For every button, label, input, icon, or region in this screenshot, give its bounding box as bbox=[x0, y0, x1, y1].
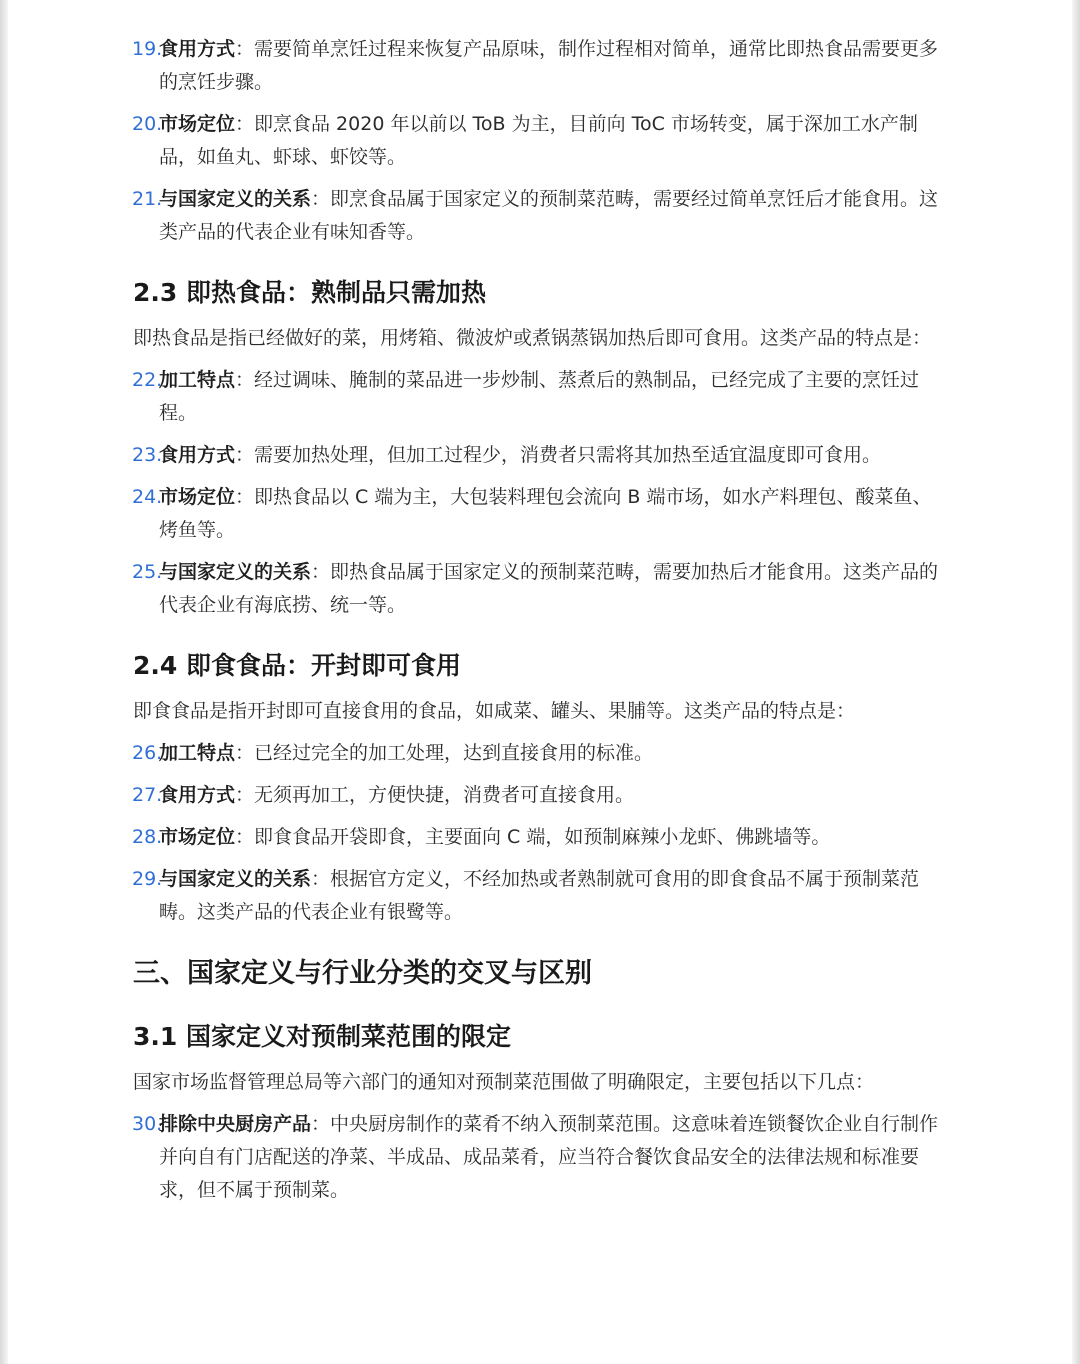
list-item-body bbox=[159, 364, 943, 430]
list-item bbox=[133, 737, 943, 770]
list-item-number: 30. bbox=[132, 1113, 163, 1135]
list-item-term: 与国家定义的关系 bbox=[159, 868, 312, 890]
list-item-number: 26. bbox=[132, 742, 163, 764]
list-item bbox=[133, 779, 943, 812]
list-item-term: 加工特点 bbox=[159, 742, 236, 764]
list-item bbox=[133, 364, 943, 430]
list-item bbox=[133, 556, 943, 622]
list-item bbox=[133, 33, 943, 99]
list-item-term: 市场定位 bbox=[159, 826, 236, 848]
chapter-heading: 三、国家定义与行业分类的交叉与区别 bbox=[133, 958, 592, 989]
list-item-body bbox=[159, 821, 943, 854]
list-item-body bbox=[159, 439, 943, 472]
list-item-body bbox=[159, 556, 943, 622]
document-body bbox=[133, 33, 943, 1216]
list-item-number: 21. bbox=[132, 188, 163, 210]
list-item-term: 与国家定义的关系 bbox=[159, 561, 312, 583]
list-item-number: 19. bbox=[132, 38, 163, 60]
list-item-number: 25. bbox=[132, 561, 163, 583]
list-item-text: ：已经过完全的加工处理，达到直接食用的标准。 bbox=[235, 742, 654, 764]
list-item bbox=[133, 1108, 943, 1207]
list-item-text: ：即食食品开袋即食，主要面向 C 端，如预制麻辣小龙虾、佛跳墙等。 bbox=[235, 826, 831, 848]
list-item-body bbox=[159, 1108, 943, 1207]
list-item-body bbox=[159, 863, 943, 929]
list-item-text: ：中央厨房制作的菜肴不纳入预制菜范围。这意味着连锁餐饮企业自行制作并向自有门店配送的净菜、半成品、成品菜肴，应当符合餐饮食品安全的法律法规和标准要求，但不属于预制菜。 bbox=[159, 1113, 939, 1201]
list-item-text: ：需要简单烹饪过程来恢复产品原味，制作过程相对简单，通常比即热食品需要更多的烹饪步骤。 bbox=[159, 38, 939, 93]
paragraph: 国家市场监督管理总局等六部门的通知对预制菜范围做了明确限定，主要包括以下几点： bbox=[133, 1071, 875, 1093]
list-item-number: 24. bbox=[132, 486, 163, 508]
list-item-number: 28. bbox=[132, 826, 163, 848]
list-item bbox=[133, 108, 943, 174]
list-item-body bbox=[159, 33, 943, 99]
list-item-number: 29. bbox=[132, 868, 163, 890]
list-item-term: 食用方式 bbox=[159, 784, 236, 806]
page-edge-left bbox=[0, 0, 8, 1364]
list-item-body bbox=[159, 779, 943, 812]
list-item-text: ：即热食品属于国家定义的预制菜范畴，需要加热后才能食用。这类产品的代表企业有海底捞、统一等。 bbox=[159, 561, 939, 616]
list-item-term: 食用方式 bbox=[159, 444, 236, 466]
list-item-number: 22. bbox=[132, 369, 163, 391]
list-item-text: ：根据官方定义，不经加热或者熟制就可食用的即食食品不属于预制菜范畴。这类产品的代表企业有银鹭等。 bbox=[159, 868, 920, 923]
list-item-body bbox=[159, 183, 943, 249]
list-item-body bbox=[159, 108, 943, 174]
paragraph: 即热食品是指已经做好的菜，用烤箱、微波炉或煮锅蒸锅加热后即可食用。这类产品的特点是： bbox=[133, 327, 932, 349]
section-heading: 3.1 国家定义对预制菜范围的限定 bbox=[133, 1022, 511, 1051]
list-item-term: 市场定位 bbox=[159, 113, 236, 135]
section-heading: 2.4 即食食品：开封即可食用 bbox=[133, 651, 461, 680]
list-item-number: 23. bbox=[132, 444, 163, 466]
list-item-term: 排除中央厨房产品 bbox=[159, 1113, 312, 1135]
section-heading: 2.3 即热食品：熟制品只需加热 bbox=[133, 278, 486, 307]
list-item-term: 加工特点 bbox=[159, 369, 236, 391]
list-item-text: ：无须再加工，方便快捷，消费者可直接食用。 bbox=[235, 784, 635, 806]
list-item-body bbox=[159, 481, 943, 547]
list-item-text: ：需要加热处理，但加工过程少，消费者只需将其加热至适宜温度即可食用。 bbox=[235, 444, 882, 466]
paragraph: 即食食品是指开封即可直接食用的食品，如咸菜、罐头、果脯等。这类产品的特点是： bbox=[133, 700, 856, 722]
list-item-body bbox=[159, 737, 943, 770]
list-item-number: 20. bbox=[132, 113, 163, 135]
list-item bbox=[133, 821, 943, 854]
page-edge-right bbox=[1072, 0, 1080, 1364]
list-item bbox=[133, 481, 943, 547]
list-item-term: 与国家定义的关系 bbox=[159, 188, 312, 210]
list-item-number: 27. bbox=[132, 784, 163, 806]
list-item-text: ：即热食品以 C 端为主，大包装料理包会流向 B 端市场，如水产料理包、酸菜鱼、烤鱼等。 bbox=[159, 486, 932, 541]
list-item bbox=[133, 439, 943, 472]
list-item-term: 食用方式 bbox=[159, 38, 236, 60]
list-item bbox=[133, 183, 943, 249]
list-item-text: ：即烹食品 2020 年以前以 ToB 为主，目前向 ToC 市场转变，属于深加工水产制品，如鱼丸、虾球、虾饺等。 bbox=[159, 113, 918, 168]
list-item-term: 市场定位 bbox=[159, 486, 236, 508]
list-item bbox=[133, 863, 943, 929]
list-item-text: ：即烹食品属于国家定义的预制菜范畴，需要经过简单烹饪后才能食用。这类产品的代表企业有味知香等。 bbox=[159, 188, 939, 243]
list-item-text: ：经过调味、腌制的菜品进一步炒制、蒸煮后的熟制品，已经完成了主要的烹饪过程。 bbox=[159, 369, 920, 424]
